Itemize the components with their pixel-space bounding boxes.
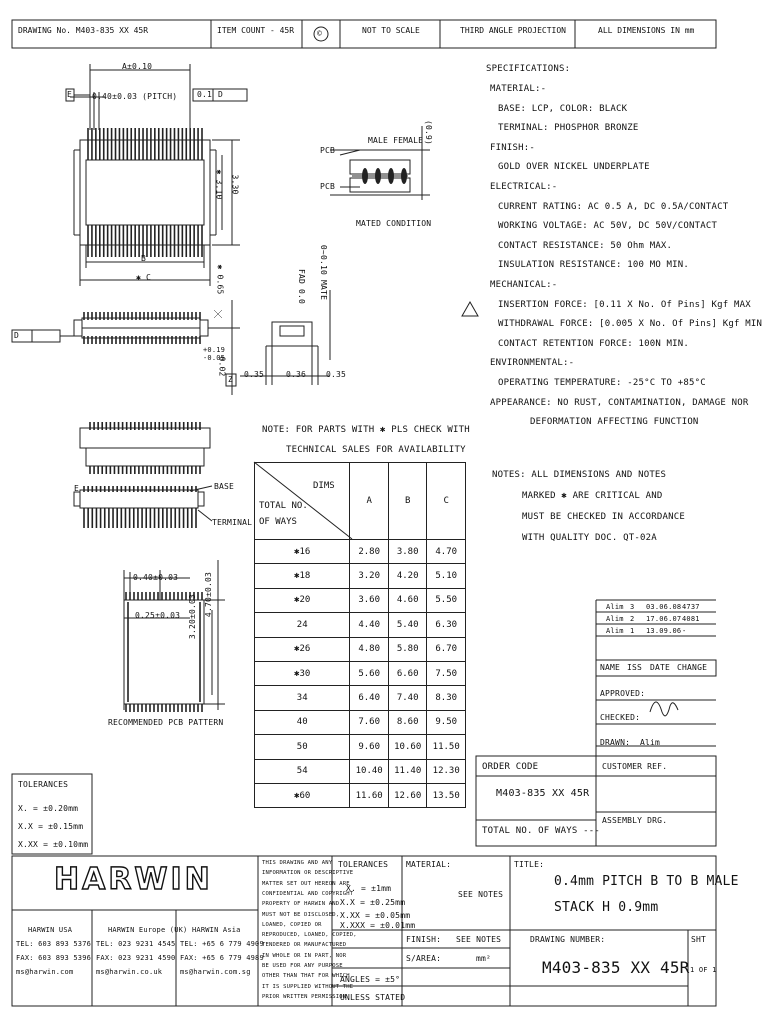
tb-tol-x: X. = ±1mm (346, 884, 392, 893)
office-name: HARWIN USA (28, 926, 73, 934)
dim-330-label: 3.30 (230, 174, 240, 195)
harwin-logo: HARWIN (54, 862, 213, 897)
office-email: ms@harwin.com (16, 968, 74, 976)
dim-cell: 4.40 (350, 613, 389, 637)
spec-line: DEFORMATION AFFECTING FUNCTION (530, 417, 699, 428)
table-row (255, 686, 466, 710)
tb-sheet-label: SHT (691, 935, 707, 944)
dim-cell: 6.40 (350, 686, 389, 710)
rev-head-name: NAME (600, 663, 621, 672)
spec-line: INSERTION FORCE: [0.11 X No. Of Pins] Kgf MAX (498, 299, 751, 310)
ways-cell: ✱16 (255, 540, 350, 564)
dim-310-label: ✱ 3.10 (214, 169, 224, 200)
table-row (255, 588, 466, 612)
dim-cell: 11.40 (388, 759, 427, 783)
drawn-by: Alim (640, 738, 661, 747)
ways-cell: 24 (255, 613, 350, 637)
ways-cell: ✱60 (255, 783, 350, 807)
datum-e-label: E (67, 90, 73, 99)
office-fax: FAX: 023 9231 4590 (96, 954, 176, 962)
office-tel: TEL: +65 6 779 4909 (180, 940, 264, 948)
tb-finish-label: FINISH: (406, 935, 442, 944)
revision-cell: 03.06.08 (646, 603, 682, 611)
flatness-datum: D (218, 90, 224, 99)
legal-line: MATTER SET OUT HEREON ARE (262, 880, 350, 887)
legal-line: THIS DRAWING AND ANY (262, 860, 333, 866)
total-ways-label: TOTAL NO. OF WAYS --- (482, 826, 600, 836)
table-corner-cell (255, 463, 350, 540)
dim-cell: 10.60 (388, 735, 427, 759)
col-a-header: A (350, 463, 389, 540)
pcb-320-label: 3.20±0.03 (188, 593, 198, 640)
tb-title-line2: STACK H 0.9mm (554, 900, 659, 915)
part-e-label: E (74, 484, 80, 493)
tb-tolerances-label: TOLERANCES (338, 860, 389, 869)
spec-line: MATERIAL:- (490, 84, 547, 94)
tb-drawing-number: M403-835 XX 45R (542, 958, 690, 977)
ways-label: OF WAYS (259, 517, 297, 527)
mate-gap-label: 0~0.10 MATE (319, 244, 329, 301)
revision-cell: - (682, 627, 687, 635)
dim-cell: 9.50 (427, 710, 466, 734)
datum-z-label: Z (228, 375, 234, 384)
note-line: MUST BE CHECKED IN ACCORDANCE (522, 512, 685, 522)
tb-unless: UNLESS STATED (340, 993, 406, 1002)
legal-line: MUST NOT BE DISCLOSED, (262, 911, 340, 918)
table-row (255, 613, 466, 637)
pitch-label: 0.40±0.03 (PITCH) (92, 92, 178, 101)
table-row (255, 783, 466, 807)
tb-title-label: TITLE: (514, 860, 545, 869)
spec-line: ELECTRICAL:- (490, 182, 558, 192)
tol-top-label: +0.19 (203, 346, 226, 354)
dim-cell: 7.60 (350, 710, 389, 734)
dim-065-label: ✱ 0.65 (215, 264, 225, 295)
order-code-label: ORDER CODE (482, 762, 539, 772)
male-female-label: MALE FEMALE (368, 136, 424, 145)
tb-tol-xxx: X.XX = ±0.05mm (340, 911, 411, 920)
office-name: HARWIN Asia (192, 926, 241, 934)
rev-head-change: CHANGE (677, 663, 708, 672)
spec-line: MECHANICAL:- (490, 280, 558, 290)
tolerances-title: TOLERANCES (18, 780, 69, 789)
legal-line: CONFIDENTIAL AND COPYRIGHT (262, 890, 354, 897)
tolerance-2: X.X = ±0.15mm (18, 822, 84, 831)
header-units: ALL DIMENSIONS IN mm (598, 26, 695, 35)
tol-bot-label: -0.05 (203, 354, 226, 362)
total-label: TOTAL NO. (259, 501, 308, 511)
tb-tol-xxxx: X.XXX = ±0.01mm (340, 921, 416, 930)
dim-cell: 12.30 (427, 759, 466, 783)
revision-cell: Alim (606, 603, 624, 611)
dim-cell: 5.10 (427, 564, 466, 588)
dim-cell: 6.70 (427, 637, 466, 661)
spec-line: TERMINAL: PHOSPHOR BRONZE (498, 123, 639, 134)
spec-line: INSULATION RESISTANCE: 100 MO MIN. (498, 260, 690, 271)
office-fax: FAX: 603 893 5396 (16, 954, 92, 962)
spec-line: FINISH:- (490, 142, 535, 153)
table-row (255, 540, 466, 564)
dimension-table (254, 462, 466, 808)
spec-title: SPECIFICATIONS: (486, 64, 571, 74)
dim-cell: 4.20 (388, 564, 427, 588)
pcb-pattern-title: RECOMMENDED PCB PATTERN (108, 718, 224, 727)
ways-cell: ✱26 (255, 637, 350, 661)
legal-line: TENDERED OR MANUFACTURED (262, 942, 347, 949)
legal-line: PROPERTY OF HARWIN AND (262, 901, 340, 908)
table-row (255, 735, 466, 759)
dim-cell: 3.60 (350, 588, 389, 612)
drawn-label: DRAWN: (600, 738, 631, 747)
tb-finish-value: SEE NOTES (456, 935, 502, 944)
table-row (255, 710, 466, 734)
spec-line: OPERATING TEMPERATURE: -25°C TO +85°C (498, 378, 706, 388)
tb-material-label: MATERIAL: (406, 860, 452, 869)
spec-line: BASE: LCP, COLOR: BLACK (498, 103, 628, 114)
legal-line: LOANED, COPIED OR (262, 921, 322, 928)
dim-cell: 8.30 (427, 686, 466, 710)
revision-cell: 1 (630, 627, 635, 635)
legal-line: INFORMATION OR DESCRIPTIVE (262, 870, 354, 877)
revision-cell: 4737 (682, 603, 700, 611)
dim-cell: 6.30 (427, 613, 466, 637)
spec-line: GOLD OVER NICKEL UNDERPLATE (498, 162, 650, 173)
dim-table-note-1: NOTE: FOR PARTS WITH ✱ PLS CHECK WITH (262, 425, 470, 435)
mated-condition-label: MATED CONDITION (356, 219, 432, 228)
ways-cell: 50 (255, 735, 350, 759)
pcb-bottom-label: PCB (320, 182, 336, 191)
legal-line: REPRODUCED, LOANED, COPIED, (262, 932, 357, 939)
dim-cell: 2.80 (350, 540, 389, 564)
dim-cell: 9.60 (350, 735, 389, 759)
revision-cell: 3 (630, 603, 635, 611)
revision-cell: 13.09.06 (646, 627, 682, 635)
customer-ref-label: CUSTOMER REF. (602, 762, 668, 771)
tolerance-1: X. = ±0.20mm (18, 804, 79, 813)
pcb-470-label: 4.70±0.03 (204, 571, 214, 618)
dim-cell: 4.80 (350, 637, 389, 661)
note-line: WITH QUALITY DOC. QT-02A (522, 533, 657, 543)
office-fax: FAX: +65 6 779 4989 (180, 954, 264, 962)
col-c-header: C (427, 463, 466, 540)
dim-cell: 3.20 (350, 564, 389, 588)
note-line: NOTES: ALL DIMENSIONS AND NOTES (492, 470, 667, 480)
dim-cell: 7.50 (427, 661, 466, 685)
note-line: MARKED ✱ ARE CRITICAL AND (522, 491, 663, 501)
dim-c-label: ✱ C (136, 273, 152, 282)
dim-cell: 11.60 (350, 783, 389, 807)
tb-sheet-value: 1 OF 1 (690, 966, 717, 974)
dim-cell: 5.40 (388, 613, 427, 637)
terminal-label: TERMINAL (212, 518, 253, 527)
ways-cell: ✱20 (255, 588, 350, 612)
header-drawing-no: DRAWING No. M403-835 XX 45R (18, 26, 149, 35)
tb-angles: ANGLES = ±5° (340, 975, 401, 984)
legal-line: BE USED FOR ANY PURPOSE (262, 963, 343, 969)
table-row (255, 637, 466, 661)
dim-035b-label: 0.35 (326, 370, 347, 379)
fad-label: FAD 0.0 (297, 268, 307, 305)
revision-cell: 17.06.07 (646, 615, 682, 623)
spec-line: WORKING VOLTAGE: AC 50V, DC 50V/CONTACT (498, 221, 718, 232)
dim-cell: 4.70 (427, 540, 466, 564)
spec-line: CONTACT RETENTION FORCE: 100N MIN. (498, 338, 690, 349)
dim-036-label: 0.36 (286, 370, 307, 379)
office-email: ms@harwin.co.uk (96, 968, 163, 976)
tb-sarea-label: S/AREA: (406, 954, 442, 963)
office-name: HARWIN Europe (UK) (108, 926, 188, 934)
legal-line: IN WHOLE OR IN PART, NOR (262, 952, 347, 959)
tolerance-3: X.XX = ±0.10mm (18, 840, 89, 849)
spec-line: CONTACT RESISTANCE: 50 Ohm MAX. (498, 240, 673, 251)
tb-drawing-number-label: DRAWING NUMBER: (530, 935, 606, 944)
legal-line: IT IS SUPPLIED WITHOUT THE (262, 983, 354, 990)
dim-cell: 5.60 (350, 661, 389, 685)
ways-cell: ✱18 (255, 564, 350, 588)
table-row (255, 759, 466, 783)
rev-head-iss: ISS (627, 663, 643, 672)
revision-cell: 2 (630, 615, 635, 623)
side-datum-label: D (14, 331, 20, 340)
tb-material-value: SEE NOTES (458, 890, 504, 899)
ways-cell: 40 (255, 710, 350, 734)
dim-cell: 10.40 (350, 759, 389, 783)
legal-line: PRIOR WRITTEN PERMISSION (262, 993, 347, 1000)
header-item-count: ITEM COUNT - 45R (217, 26, 295, 35)
dim-b-label: B (141, 254, 147, 263)
dim-cell: 12.60 (388, 783, 427, 807)
col-b-header: B (388, 463, 427, 540)
revision-cell: 4081 (682, 615, 700, 623)
flatness-label: 0.1 (197, 90, 213, 99)
approved-label: APPROVED: (600, 689, 646, 698)
height-09-label: (0.9) (424, 119, 434, 146)
ways-cell: 54 (255, 759, 350, 783)
checked-label: CHECKED: (600, 713, 641, 722)
revision-cell: Alim (606, 615, 624, 623)
assembly-drg-label: ASSEMBLY DRG. (602, 816, 668, 825)
dim-cell: 5.50 (427, 588, 466, 612)
pcb-top-label: PCB (320, 146, 336, 155)
header-projection: THIRD ANGLE PROJECTION (460, 26, 566, 35)
office-email: ms@harwin.com.sg (180, 968, 251, 976)
order-part-code: M403-835 XX 45R (496, 788, 590, 799)
table-row (255, 564, 466, 588)
tb-tol-xx: X.X = ±0.25mm (340, 898, 406, 907)
office-tel: TEL: 603 893 5376 (16, 940, 92, 948)
spec-line: WITHDRAWAL FORCE: [0.005 X No. Of Pins] Kgf MIN (498, 319, 762, 330)
spec-line: APPEARANCE: NO RUST, CONTAMINATION, DAMAGE NOR (490, 397, 749, 408)
dim-cell: 3.80 (388, 540, 427, 564)
dim-a-label: A±0.10 (122, 62, 153, 71)
dim-cell: 6.60 (388, 661, 427, 685)
header-scale: NOT TO SCALE (362, 26, 420, 35)
pcb-040-label: 0.40±0.03 (133, 573, 179, 582)
table-row (255, 661, 466, 685)
dim-table-note-2: TECHNICAL SALES FOR AVAILABILITY (286, 445, 466, 455)
dim-cell: 5.80 (388, 637, 427, 661)
dim-cell: 7.40 (388, 686, 427, 710)
rev-head-date: DATE (650, 663, 671, 672)
tb-sarea-unit: mm² (476, 954, 492, 963)
ways-cell: ✱30 (255, 661, 350, 685)
base-label: BASE (214, 482, 235, 491)
dim-cell: 11.50 (427, 735, 466, 759)
pcb-025-label: 0.25±0.03 (135, 611, 181, 620)
dim-cell: 4.60 (388, 588, 427, 612)
tb-title-line1: 0.4mm PITCH B TO B MALE (554, 874, 739, 889)
dim-002-label: 0.02 (217, 356, 227, 377)
office-tel: TEL: 023 9231 4545 (96, 940, 176, 948)
revision-cell: Alim (606, 627, 624, 635)
spec-line: ENVIRONMENTAL:- (490, 358, 575, 369)
legal-line: OTHER THAN THAT FOR WHICH (262, 973, 350, 980)
dim-cell: 13.50 (427, 783, 466, 807)
dim-035a-label: 0.35 (244, 370, 265, 379)
ways-cell: 34 (255, 686, 350, 710)
dims-label: DIMS (313, 481, 335, 491)
dim-cell: 8.60 (388, 710, 427, 734)
spec-line: CURRENT RATING: AC 0.5 A, DC 0.5A/CONTACT (498, 201, 729, 212)
header-copyright: © (317, 29, 322, 38)
